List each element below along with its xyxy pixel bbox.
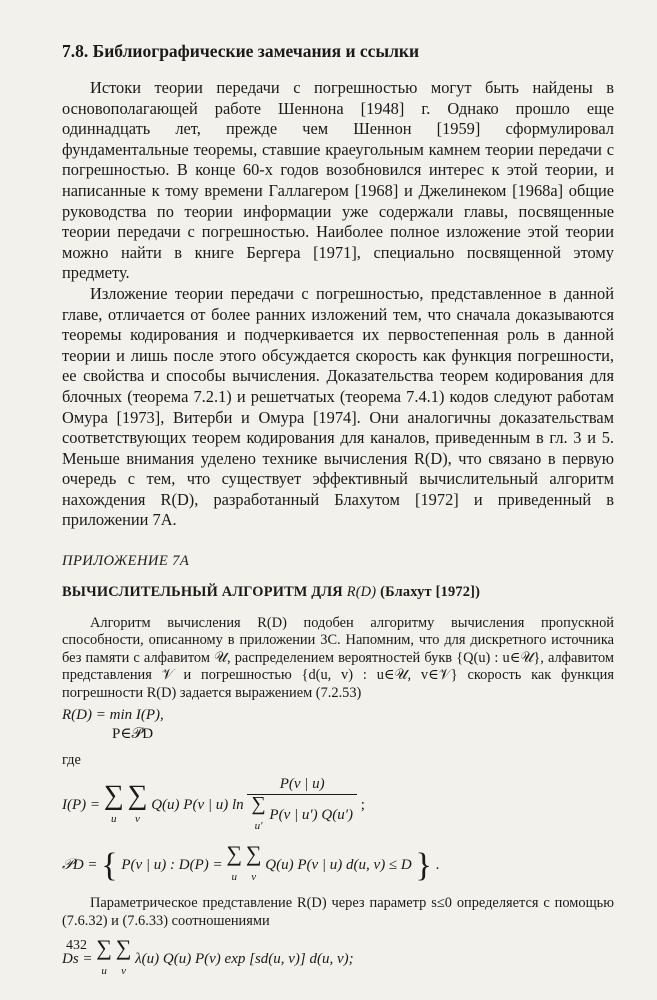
- ds-sum-v: [115, 934, 132, 981]
- formula-pd-lbrace: {: [101, 847, 118, 885]
- formula-pd: [62, 841, 614, 887]
- formula-ds: [62, 934, 614, 981]
- formula-pd-tail: Q(u) P(v | u) d(u, v) ≤ D: [265, 857, 412, 874]
- appendix-intro: Алгоритм вычисления R(D) подобен алгоритму вычисления пропускной способности, описанному в приложении 3С. Напомним, что для дискретного источника без памяти с алфавитом 𝒰, распределением вероятностей букв {Q(u) : u∈𝒰}, алфавитом представления 𝒱 и погрешностью {d(u, v) : u∈𝒰, v∈𝒱} скорость как функция погрешности R(D) задается выражением (7.2.53): [62, 615, 614, 701]
- paragraph-1: Истоки теории передачи с погрешностью могут быть найдены в основополагающей работе Шеннона [1948] г. Однако прошло еще одиннадцать лет, прежде чем Шеннон [1959] сформулировал фундаментальные теоремы, ставшие краеугольным камнем теории передачи с погрешностью. В конце 60-х годов возобновился интерес к этой теории, и написанные к тому времени Галлагером [1968] и Джелинеком [1968а] общие руководства по теории информации уже содержали главы, посвященные теории передачи с погрешностью. Наиболее полное изложение этой теории можно найти в книге Бергера [1971], специально посвященной этому предмету.: [62, 78, 614, 283]
- pd-sum-u: [226, 841, 243, 887]
- sum-sign-u: ∑: [103, 779, 124, 811]
- formula-pd-lhs: 𝒫D =: [62, 857, 98, 874]
- pd-sum-sign-v: ∑: [245, 841, 262, 867]
- formula-i-denominator: [247, 795, 357, 836]
- param-text: Параметрическое представление R(D) через параметр s≤0 определяется с помощью (7.6.32) и (7.6.33) соотношениями: [62, 895, 614, 929]
- sum-sign-up: ∑: [251, 793, 266, 816]
- ds-sum-sign-u: ∑: [96, 934, 112, 960]
- appendix-label: ПРИЛОЖЕНИЕ 7А: [62, 553, 190, 570]
- formula-rd-lhs: R(D) = min I(P),: [62, 707, 164, 724]
- sum-u: [103, 779, 124, 829]
- ds-sum-u: [96, 934, 112, 981]
- formula-rd-sub: P∈𝒫D: [112, 726, 154, 743]
- formula-i-numerator: P(v | u): [247, 775, 357, 795]
- pd-sum-v-index: v: [251, 871, 257, 884]
- sum-v-index: v: [135, 812, 140, 825]
- formula-i-body: Q(u) P(v | u) ln: [151, 797, 244, 814]
- formula-rd: [62, 706, 614, 744]
- formula-pd-end: .: [435, 857, 440, 874]
- pd-sum-sign-u: ∑: [226, 841, 243, 867]
- formula-i: [62, 775, 614, 836]
- formula-i-lhs: I(P) =: [62, 797, 101, 814]
- sum-u-index: u: [111, 812, 117, 825]
- formula-ds-body: λ(u) Q(u) P(v) exp [sd(u, v)] d(u, v);: [135, 950, 354, 967]
- formula-i-end: ;: [360, 797, 365, 814]
- ds-sum-u-index: u: [101, 964, 107, 977]
- page-number: 432: [66, 938, 87, 953]
- formula-pd-body: P(v | u) : D(P) =: [121, 857, 227, 874]
- appendix-title-prefix: ВЫЧИСЛИТЕЛЬНЫЙ АЛГОРИТМ ДЛЯ: [62, 584, 343, 601]
- formula-ds-lhs: Ds =: [62, 950, 93, 967]
- formula-i-fraction: [247, 775, 357, 836]
- sum-up-index: u′: [254, 820, 263, 833]
- sum-sign-v: ∑: [127, 779, 148, 811]
- pd-sum-v: [245, 841, 262, 887]
- formula-i-den-body: P(v | u′) Q(u′): [269, 807, 353, 824]
- sum-v: [127, 779, 148, 829]
- page-body: [62, 40, 614, 985]
- ds-sum-sign-v: ∑: [115, 934, 132, 960]
- formula-pd-rbrace: }: [415, 847, 432, 885]
- section-title: 7.8. Библиографические замечания и ссылки: [62, 41, 420, 61]
- where-label: где: [62, 752, 81, 769]
- appendix-title-rd: R(D): [346, 584, 377, 601]
- ds-sum-v-index: v: [121, 964, 127, 977]
- appendix-title-suffix: (Блахут [1972]): [380, 584, 481, 601]
- paragraph-2: Изложение теории передачи с погрешностью, представленное в данной главе, отличается от более ранних изложений тем, что сначала доказываются теоремы кодирования и подчеркивается их первостепенная роль в данной теории и лишь после этого обсуждается скорость как функция погрешности, ее свойства и способы вычисления. Доказательства теорем кодирования для блочных (теорема 7.2.1) и решетчатых (теорема 7.4.1) кодов следуют работам Омура [1973], Витерби и Омура [1974]. Они аналогичны доказательствам соответствующих теорем кодирования для каналов, приведенным в гл. 3 и 5. Меньше внимания уделено технике вычисления R(D), что связано в первую очередь с тем, что существует эффективный вычислительный алгоритм нахождения R(D), разработанный Блахутом [1972] и приведенный в приложении 7А.: [62, 283, 614, 530]
- pd-sum-u-index: u: [231, 871, 237, 884]
- appendix-title: [62, 584, 614, 601]
